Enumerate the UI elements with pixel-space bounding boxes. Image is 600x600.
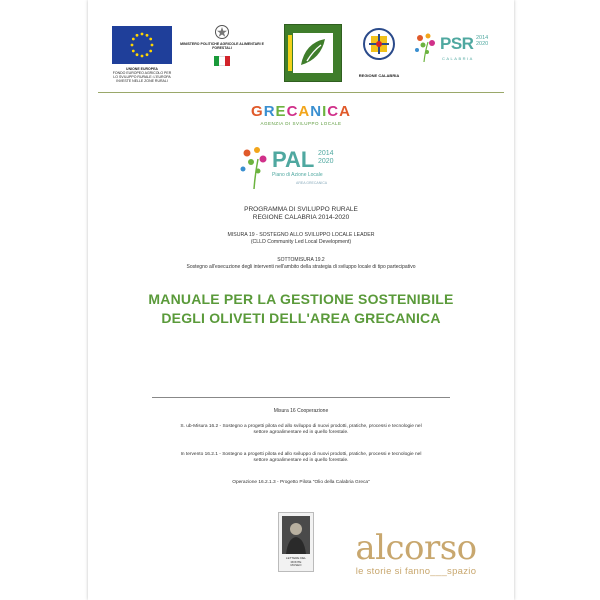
partner-logos bbox=[88, 20, 514, 90]
grecanica-wordmark bbox=[88, 103, 514, 120]
psr-years: 2014 2020 bbox=[476, 35, 489, 47]
psr-subtext: CALABRIA bbox=[442, 56, 474, 61]
body-divider bbox=[152, 397, 450, 398]
eu-subcaption: FONDO EUROPEO AGRICOLO PER LO SVILUPPO RURALE: L'EUROPA INVESTE NELLE ZONE RURALI bbox=[112, 71, 172, 83]
eu-flag-icon bbox=[112, 26, 172, 64]
pal-flower-icon bbox=[238, 145, 272, 191]
grecanica-letter: A bbox=[339, 103, 351, 120]
ministero-logo bbox=[180, 24, 264, 82]
regione-calabria-logo bbox=[354, 26, 404, 82]
grecanica-letter: G bbox=[251, 103, 264, 120]
leader-leaf-icon bbox=[285, 25, 341, 81]
pal-logo bbox=[238, 145, 368, 193]
grecanica-letter: C bbox=[286, 103, 299, 120]
pal-subtitle: Piano di Azione Locale bbox=[272, 172, 323, 178]
operazione-line: Operazione 16.2.1.3 - Progetto Pilota "Olio della Calabria Greca" bbox=[232, 480, 370, 485]
alcorso-logo: alcorso bbox=[355, 528, 477, 568]
calabria-crest-icon bbox=[361, 26, 397, 66]
leader-logo bbox=[284, 24, 342, 82]
grecanica-letter: C bbox=[327, 103, 340, 120]
grecanica-letter: E bbox=[275, 103, 287, 120]
submisura-paragraph: S. ub-Misura 16.2 - Sostegno a progetti pilota ed allo sviluppo di nuovi prodotti, pratiche, processi e tecnologie nel settore agroalimentare ed in quello forestale. bbox=[180, 424, 422, 435]
eu-caption: UNIONE EUROPEA bbox=[126, 67, 158, 71]
portrait-stamp bbox=[278, 512, 314, 572]
italian-flag-icon bbox=[214, 56, 230, 66]
grecanica-letter: N bbox=[310, 103, 323, 120]
document-title: MANUALE PER LA GESTIONE SOSTENIBILE DEGLI OLIVETI DELL'AREA GRECANICA bbox=[148, 291, 454, 326]
programma-heading: PROGRAMMA DI SVILUPPO RURALE REGIONE CALABRIA 2014-2020 bbox=[244, 206, 358, 221]
psr-flower-icon bbox=[412, 30, 440, 64]
grecanica-letter: R bbox=[263, 103, 276, 120]
grecanica-letter: I bbox=[322, 103, 328, 120]
header-divider bbox=[98, 92, 504, 93]
pal-text: PAL bbox=[272, 147, 315, 172]
psr-logo bbox=[412, 30, 496, 70]
intervento-paragraph: In tervento 16.2.1 - Sostegno a progetti pilota ed allo sviluppo di nuovi prodotti, pratiche, processi e tecnologie nel settore agroalimentare ed in quello forestale. bbox=[180, 452, 422, 463]
misura-heading: MISURA 19 - SOSTEGNO ALLO SVILUPPO LOCALE LEADER (CLLD Community Led Local Development) bbox=[227, 232, 375, 245]
portrait-caption: LETTERE DEL MONTE MUSEO bbox=[285, 556, 307, 568]
cooperazione-label: Misura 16 Cooperazione bbox=[273, 408, 329, 414]
grecanica-subtitle: AGENZIA DI SVILUPPO LOCALE bbox=[260, 121, 342, 126]
republic-emblem-icon bbox=[214, 24, 230, 40]
alcorso-tagline: le storie si fanno___spazio bbox=[355, 566, 477, 577]
psr-text: PSR bbox=[440, 34, 474, 53]
grecanica-letter: A bbox=[298, 103, 311, 120]
grecanica-logo bbox=[88, 103, 514, 126]
eu-logo bbox=[110, 26, 174, 84]
sottomisura-heading: SOTTOMISURA 19.2 Sostegno all'esecuzione degli interventi nell'ambito della strategia di sviluppo locale di tipo partecipativo bbox=[186, 257, 416, 270]
portrait-image bbox=[282, 516, 310, 554]
calabria-caption: REGIONE CALABRIA bbox=[358, 73, 400, 78]
ministero-text: MINISTERO POLITICHE AGRICOLE ALIMENTARI E FORESTALI bbox=[180, 42, 264, 51]
alcorso-watermark bbox=[332, 528, 500, 577]
document-cover bbox=[88, 0, 514, 600]
pal-years: 2014 2020 bbox=[318, 150, 334, 165]
pal-area: AREA GRECANICA bbox=[296, 181, 328, 185]
